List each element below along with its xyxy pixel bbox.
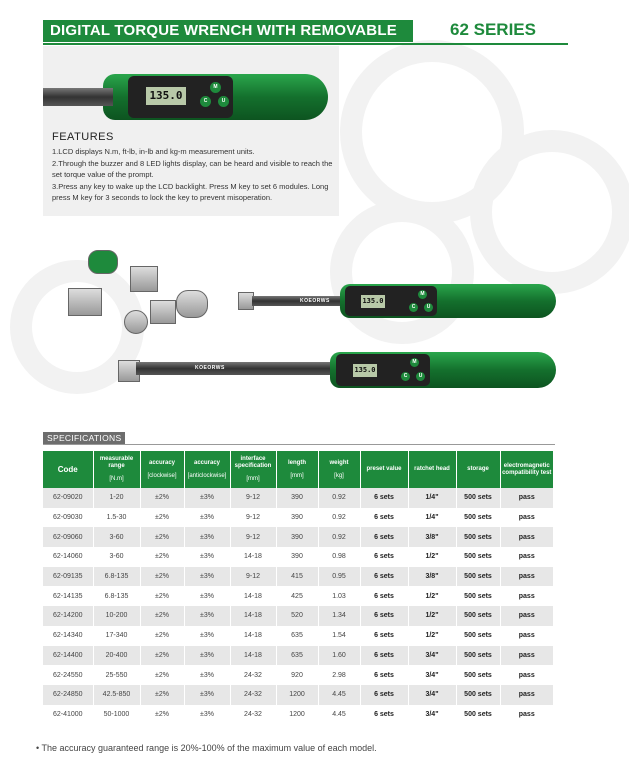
table-cell: 0.95 [318, 567, 360, 587]
table-cell: pass [500, 567, 553, 587]
table-cell: 6 sets [360, 665, 408, 685]
table-cell: 0.92 [318, 527, 360, 547]
table-cell: 0.92 [318, 508, 360, 528]
table-cell: ±2% [140, 685, 184, 705]
table-cell: pass [500, 508, 553, 528]
table-cell: 1200 [276, 705, 318, 725]
page-title: DIGITAL TORQUE WRENCH WITH REMOVABLE [43, 20, 413, 42]
table-body [43, 488, 553, 724]
open-end-head-accessory [130, 266, 158, 292]
table-cell: pass [500, 626, 553, 646]
table-cell: 6.8-135 [93, 567, 140, 587]
hero-button-c: C [200, 96, 211, 107]
wrench-button-m: M [410, 358, 419, 367]
table-cell: pass [500, 646, 553, 666]
table-cell: 1200 [276, 685, 318, 705]
features-title: FEATURES [52, 131, 114, 143]
table-cell: ±3% [184, 547, 230, 567]
ratchet-head-accessory [176, 290, 208, 318]
table-cell: 6 sets [360, 508, 408, 528]
table-cell: 500 sets [456, 665, 500, 685]
table-cell: ±3% [184, 685, 230, 705]
table-cell: ±2% [140, 665, 184, 685]
table-cell: ±3% [184, 488, 230, 508]
table-cell: pass [500, 527, 553, 547]
table-cell: 62-14340 [52, 632, 83, 640]
feature-item: 3.Press any key to wake up the LCD backlight. Press M key to set 6 modules. Long press M key for 3 seconds to lock the key to prevent misoperation. [52, 182, 329, 202]
table-cell: 1.5-30 [93, 508, 140, 528]
column-header: ratchet head [408, 451, 456, 488]
table-cell: 3/4" [408, 665, 456, 685]
table-cell: ±3% [184, 567, 230, 587]
table-cell: 3/4" [408, 646, 456, 666]
table-cell: 500 sets [456, 508, 500, 528]
wrench-lcd-display: 135.0 [352, 363, 378, 378]
table-row [43, 567, 553, 587]
table-cell: ±2% [140, 606, 184, 626]
table-cell: 6 sets [360, 626, 408, 646]
specifications-table [43, 451, 553, 724]
table-cell: ±2% [140, 567, 184, 587]
ratchet-head-accessory [88, 250, 118, 274]
table-cell: 62-09135 [43, 567, 93, 587]
table-cell: ±3% [184, 586, 230, 606]
title-divider [43, 43, 568, 45]
table-row [43, 626, 553, 646]
table-cell: 3/8" [408, 567, 456, 587]
table-cell: ±2% [140, 488, 184, 508]
table-cell: 6 sets [360, 646, 408, 666]
table-cell: ±2% [140, 508, 184, 528]
background-gear [330, 200, 474, 344]
table-cell: ±2% [140, 547, 184, 567]
column-header: Code [43, 451, 93, 488]
specifications-divider [43, 444, 555, 445]
table-row [43, 606, 553, 626]
table-cell: 2.98 [318, 665, 360, 685]
table-row [43, 508, 553, 528]
table-cell: 9-12 [230, 488, 276, 508]
wrench-button-c: C [409, 303, 418, 312]
table-cell: ±3% [184, 665, 230, 685]
table-cell: 62-41000 [52, 710, 83, 718]
wrench-brand: KOEORWS [300, 298, 330, 304]
table-cell: 1.03 [318, 586, 360, 606]
table-row [43, 547, 553, 567]
table-row [43, 685, 553, 705]
table-cell: 6.8-135 [93, 586, 140, 606]
table-cell: 62-14200 [43, 606, 93, 626]
table-row [43, 665, 553, 685]
table-cell: 415 [276, 567, 318, 587]
table-cell: 4.45 [318, 705, 360, 725]
table-cell: 14-18 [230, 547, 276, 567]
table-cell: ±3% [184, 527, 230, 547]
table-cell: 635 [276, 646, 318, 666]
column-header: accuracy [clockwise] [140, 451, 184, 488]
table-cell: 62-24850 [43, 685, 93, 705]
table-cell: 390 [276, 527, 318, 547]
table-cell: 1/2" [408, 626, 456, 646]
table-cell: 14-18 [230, 606, 276, 626]
table-row [43, 488, 553, 508]
table-cell: ±3% [184, 705, 230, 725]
wrench-button-u: U [424, 303, 433, 312]
table-cell: ±2% [140, 705, 184, 725]
table-cell: ±3% [184, 626, 230, 646]
table-cell: 500 sets [456, 586, 500, 606]
table-cell: 6 sets [360, 586, 408, 606]
table-cell: pass [500, 586, 553, 606]
table-cell: 3/4" [408, 705, 456, 725]
table-cell: 500 sets [456, 685, 500, 705]
table-cell: 500 sets [456, 626, 500, 646]
table-cell: 14-18 [230, 626, 276, 646]
table-cell: 1.60 [318, 646, 360, 666]
hero-button-u: U [218, 96, 229, 107]
table-cell: 62-09030 [52, 514, 83, 522]
table-cell: 4.45 [318, 685, 360, 705]
wrench-button-c: C [401, 372, 410, 381]
table-cell: 390 [276, 488, 318, 508]
table-cell: 20-400 [93, 646, 140, 666]
table-cell: 25-550 [93, 665, 140, 685]
ring-head-accessory [124, 310, 148, 334]
specifications-label: SPECIFICATIONS [43, 432, 125, 444]
table-row [43, 705, 553, 725]
table-cell: 42.5-850 [93, 685, 140, 705]
table-cell: ±3% [184, 606, 230, 626]
wrench-lcd-display: 135.0 [360, 294, 386, 309]
footnote: • The accuracy guaranteed range is 20%-100% of the maximum value of each model. [36, 743, 377, 753]
table-cell: 62-09020 [43, 488, 93, 508]
wrench-brand: KOEORWS [195, 365, 225, 371]
table-cell: ±2% [140, 527, 184, 547]
table-cell: pass [500, 665, 553, 685]
table-cell: ±2% [140, 626, 184, 646]
table-cell: 390 [276, 508, 318, 528]
table-cell: 62-09060 [43, 527, 93, 547]
column-header: measurable range [N.m] [93, 451, 140, 488]
table-cell: 24-32 [230, 665, 276, 685]
table-cell: ±3% [184, 646, 230, 666]
footnote-text: The accuracy guaranteed range is 20%-100% of the maximum value of each model. [41, 743, 377, 753]
table-cell: 14-18 [230, 586, 276, 606]
table-row [43, 586, 553, 606]
table-cell: 6 sets [360, 606, 408, 626]
table-cell: 62-14060 [52, 553, 83, 561]
table-cell: pass [500, 547, 553, 567]
table-cell: 1/2" [408, 586, 456, 606]
table-cell: 9-12 [230, 508, 276, 528]
table-cell: 1/2" [408, 606, 456, 626]
table-cell: 3-60 [93, 547, 140, 567]
table-cell: 1.34 [318, 606, 360, 626]
table-cell: 635 [276, 626, 318, 646]
table-cell: 6 sets [360, 685, 408, 705]
table-cell: 920 [276, 665, 318, 685]
table-cell: pass [500, 606, 553, 626]
column-header: electromagnetic compatibility test [500, 451, 553, 488]
hero-lcd-display: 135.0 [145, 86, 187, 106]
column-header: weight [kg] [318, 451, 360, 488]
table-cell: 500 sets [456, 646, 500, 666]
table-cell: 9-12 [230, 567, 276, 587]
table-cell: ±2% [140, 586, 184, 606]
background-gear [470, 130, 629, 294]
table-cell: ±3% [184, 508, 230, 528]
table-header-row [43, 451, 553, 488]
table-cell: 390 [276, 547, 318, 567]
table-cell: 500 sets [456, 567, 500, 587]
table-cell: 1/4" [408, 488, 456, 508]
feature-item: 2.Through the buzzer and 8 LED lights display, can be heard and visible to reach the set torque value of the prompt. [52, 159, 333, 179]
table-cell: 500 sets [456, 488, 500, 508]
table-cell: 1.54 [318, 626, 360, 646]
column-header: length [mm] [276, 451, 318, 488]
table-cell: pass [500, 705, 553, 725]
table-cell: ±2% [140, 646, 184, 666]
wrench-button-m: M [418, 290, 427, 299]
column-header: storage [456, 451, 500, 488]
table-cell: 24-32 [230, 685, 276, 705]
table-cell: 6 sets [360, 527, 408, 547]
table-cell: 6 sets [360, 547, 408, 567]
wrench-shaft [136, 362, 336, 375]
table-cell: 500 sets [456, 705, 500, 725]
table-cell: pass [500, 685, 553, 705]
table-cell: 425 [276, 586, 318, 606]
open-end-head-accessory [150, 300, 176, 324]
table-cell: 500 sets [456, 527, 500, 547]
table-cell: 6 sets [360, 567, 408, 587]
table-cell: 6 sets [360, 488, 408, 508]
table-cell: 0.92 [318, 488, 360, 508]
hero-wrench-shaft [43, 88, 113, 106]
column-header: interface specification [mm] [230, 451, 276, 488]
table-cell: pass [500, 488, 553, 508]
table-row [43, 646, 553, 666]
table-cell: 0.98 [318, 547, 360, 567]
table-cell: 62-14400 [43, 646, 93, 666]
table-cell: 3/8" [408, 527, 456, 547]
table-cell: 17-340 [93, 626, 140, 646]
column-header: preset value [360, 451, 408, 488]
series-label: 62 SERIES [450, 20, 536, 39]
table-cell: 3-60 [93, 527, 140, 547]
table-cell: 24-32 [230, 705, 276, 725]
table-cell: 500 sets [456, 606, 500, 626]
table-cell: 62-24550 [52, 671, 83, 679]
table-cell: 14-18 [230, 646, 276, 666]
table-cell: 10-200 [93, 606, 140, 626]
feature-item: 1.LCD displays N.m, ft-lb, in-lb and kg-m measurement units. [52, 147, 255, 156]
table-cell: 50-1000 [93, 705, 140, 725]
open-end-head-accessory [68, 288, 102, 316]
table-cell: 520 [276, 606, 318, 626]
table-cell: 62-14135 [52, 592, 83, 600]
table-cell: 500 sets [456, 547, 500, 567]
table-cell: 9-12 [230, 527, 276, 547]
table-cell: 1/4" [408, 508, 456, 528]
table-row [43, 527, 553, 547]
table-cell: 1/2" [408, 547, 456, 567]
wrench-button-u: U [416, 372, 425, 381]
column-header: accuracy [anticlockwise] [184, 451, 230, 488]
table-cell: 1-20 [93, 488, 140, 508]
table-cell: 3/4" [408, 685, 456, 705]
table-cell: 6 sets [360, 705, 408, 725]
hero-button-m: M [210, 82, 221, 93]
